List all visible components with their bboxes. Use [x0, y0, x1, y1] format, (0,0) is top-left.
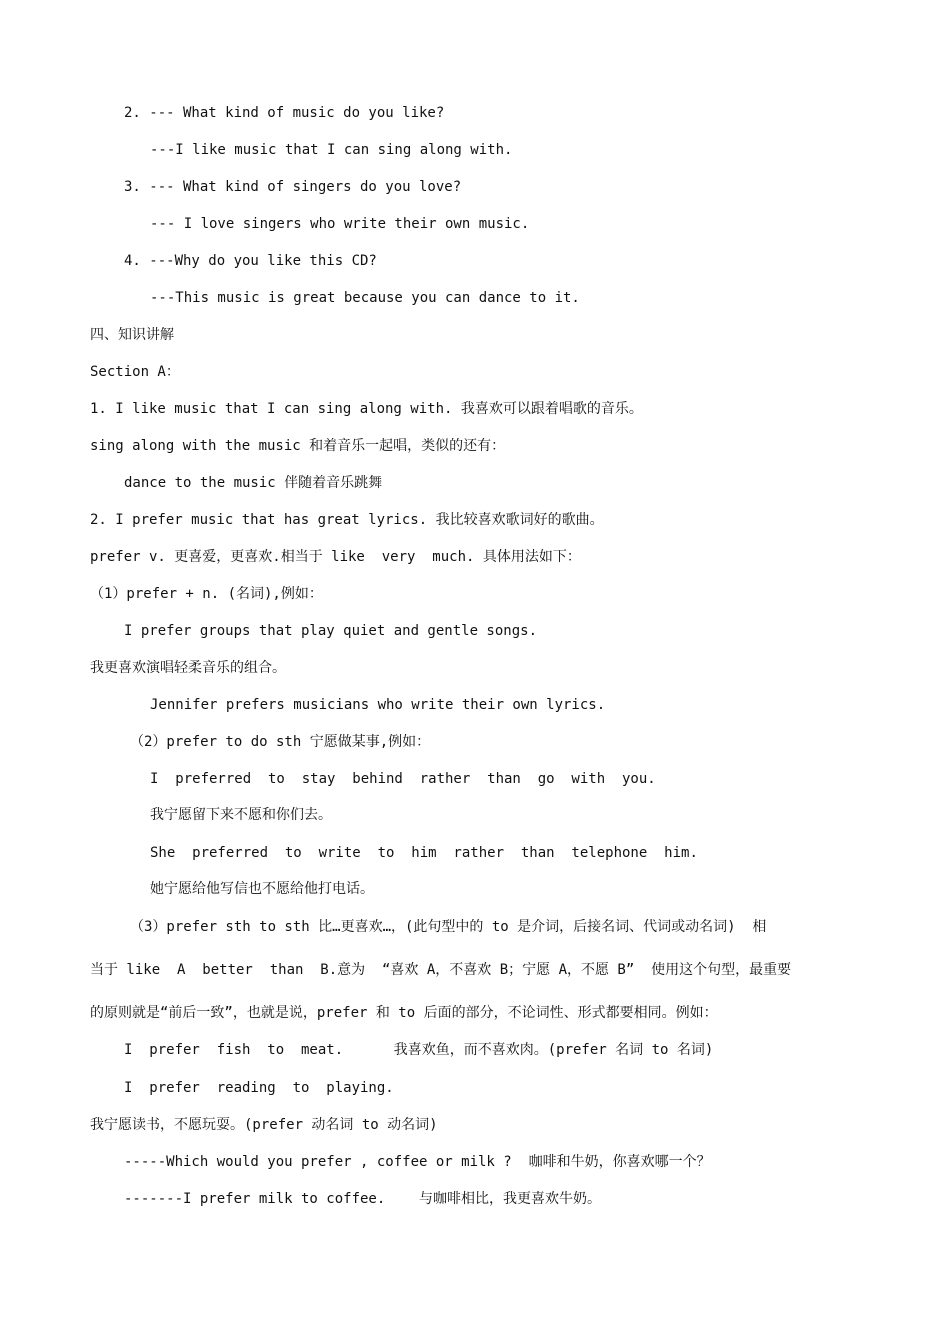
usage-2-example-1-en: I preferred to stay behind rather than go with you.: [150, 771, 656, 787]
dialogue-4-question: 4. ---Why do you like this CD?: [124, 253, 377, 269]
usage-3-dialogue-question: -----Which would you prefer , coffee or milk ? 咖啡和牛奶，你喜欢哪一个？: [124, 1154, 711, 1170]
dialogue-4-answer: ---This music is great because you can dance to it.: [150, 290, 580, 306]
usage-3-example-2-en: I prefer reading to playing.: [124, 1080, 394, 1096]
point-1-note: sing along with the music 和着音乐一起唱，类似的还有：: [90, 438, 506, 454]
dialogue-2-question: 2. --- What kind of music do you like?: [124, 105, 445, 121]
usage-3-explanation-2: 的原则就是“前后一致”，也就是说，prefer 和 to 后面的部分，不论词性、形式都要相同。例如：: [90, 1005, 718, 1021]
usage-2-example-1-zh: 我宁愿留下来不愿和你们去。: [150, 807, 332, 823]
dialogue-3-question: 3. --- What kind of singers do you love?: [124, 179, 462, 195]
usage-2-example-2-en: She preferred to write to him rather than telephone him.: [150, 845, 698, 861]
point-2: 2. I prefer music that has great lyrics. 我比较喜欢歌词好的歌曲。: [90, 512, 604, 528]
section-heading: 四、知识讲解: [90, 327, 174, 343]
usage-3-dialogue-answer: -------I prefer milk to coffee. 与咖啡相比，我更喜欢牛奶。: [124, 1191, 602, 1207]
dialogue-2-answer: ---I like music that I can sing along with.: [150, 142, 513, 158]
usage-3-heading: （3）prefer sth to sth 比…更喜欢…，(此句型中的 to 是介词，后接名词、代词或动名词) 相: [130, 919, 767, 935]
usage-3-example-2-zh: 我宁愿读书，不愿玩耍。(prefer 动名词 to 动名词): [90, 1117, 438, 1133]
section-a-label: Section A：: [90, 364, 180, 380]
usage-1-example-en: I prefer groups that play quiet and gentle songs.: [124, 623, 538, 639]
point-1: 1. I like music that I can sing along with. 我喜欢可以跟着唱歌的音乐。: [90, 401, 643, 417]
usage-1-example-2: Jennifer prefers musicians who write their own lyrics.: [150, 697, 606, 713]
usage-2-heading: （2）prefer to do sth 宁愿做某事,例如：: [130, 734, 431, 750]
prefer-definition: prefer v. 更喜爱，更喜欢.相当于 like very much. 具体用法如下：: [90, 549, 581, 565]
usage-2-example-2-zh: 她宁愿给他写信也不愿给他打电话。: [150, 881, 374, 897]
usage-1-example-zh: 我更喜欢演唱轻柔音乐的组合。: [90, 660, 286, 676]
usage-3-explanation-1: 当于 like A better than B.意为 “喜欢 A，不喜欢 B；宁愿 A，不愿 B” 使用这个句型，最重要: [90, 962, 792, 978]
point-1-example: dance to the music 伴随着音乐跳舞: [124, 475, 383, 491]
usage-3-example-1: I prefer fish to meat. 我喜欢鱼，而不喜欢肉。(prefer 名词 to 名词): [124, 1042, 714, 1058]
dialogue-3-answer: --- I love singers who write their own music.: [150, 216, 530, 232]
usage-1-heading: （1）prefer + n. (名词),例如：: [90, 586, 323, 602]
